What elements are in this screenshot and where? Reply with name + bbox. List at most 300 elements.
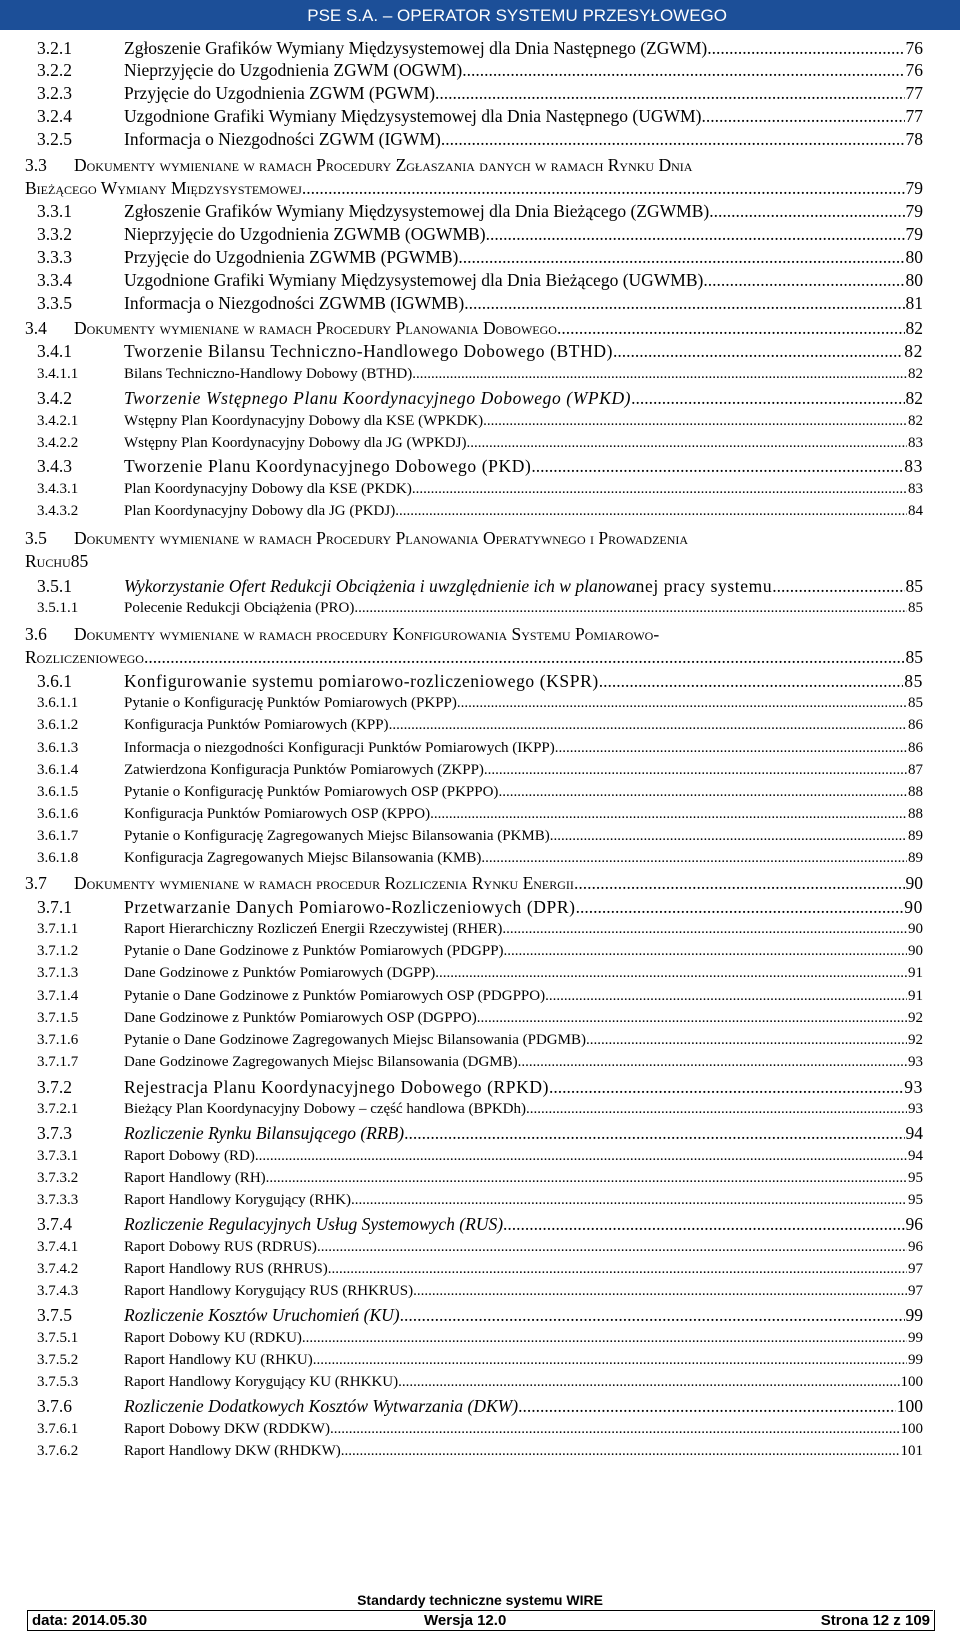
- toc-number: 3.7.1.6: [37, 1032, 79, 1048]
- toc-entry[interactable]: [37, 943, 923, 960]
- toc-entry[interactable]: [37, 1054, 923, 1071]
- toc-page: 79: [905, 224, 923, 244]
- toc-page: 94: [905, 1123, 923, 1143]
- toc-page: 85: [908, 695, 923, 711]
- toc-page: 81: [905, 293, 923, 313]
- toc-number: 3.3.2: [37, 224, 72, 244]
- toc-page: 100: [900, 1374, 923, 1390]
- toc-entry[interactable]: [37, 695, 923, 712]
- toc-title: Pytanie o Konfigurację Punktów Pomiarowych (PKPP): [124, 695, 457, 711]
- toc-page: 97: [908, 1261, 923, 1277]
- toc-leader: [502, 921, 907, 938]
- toc-page: 85: [70, 551, 89, 571]
- toc-leader: [395, 503, 907, 520]
- toc-page: 77: [905, 106, 923, 126]
- toc-entry[interactable]: [37, 1032, 923, 1049]
- toc-title: Pytanie o Dane Godzinowe Zagregowanych Miejsc Bilansowania (PDGMB): [124, 1032, 586, 1048]
- toc-number: 3.6.1.1: [37, 695, 79, 711]
- toc-number: 3.7.3.1: [37, 1148, 79, 1164]
- toc-title: Tworzenie Bilansu Techniczno-Handlowego Dobowego (BTHD): [124, 341, 613, 361]
- toc-number: 3.5.1: [37, 576, 72, 596]
- toc-entry[interactable]: [25, 873, 923, 894]
- toc-entry-line1[interactable]: [25, 528, 688, 549]
- header-title: PSE S.A. – OPERATOR SYSTEMU PRZESYŁOWEGO: [307, 6, 727, 25]
- toc-number: 3.6.1.8: [37, 850, 79, 866]
- toc-entry[interactable]: [37, 1396, 923, 1417]
- toc-title: Rejestracja Planu Koordynacyjnego Dobowego (RPKD): [124, 1077, 550, 1097]
- toc-entry[interactable]: [37, 247, 923, 268]
- toc-title: Uzgodnione Grafiki Wymiany Międzysystemowej dla Dnia Następnego (UGWM): [124, 106, 702, 126]
- toc-leader: [398, 1374, 899, 1391]
- toc-number: 3.6.1.2: [37, 717, 79, 733]
- toc-number: 3.6: [25, 624, 47, 644]
- toc-title: Konfiguracja Zagregowanych Miejsc Bilansowania (KMB): [124, 850, 482, 866]
- toc-leader: [557, 318, 905, 339]
- toc-number: 3.7.4.2: [37, 1261, 79, 1277]
- toc-entry[interactable]: [37, 1352, 923, 1369]
- toc-number: 3.5: [25, 528, 47, 548]
- toc-title: Raport Handlowy Korygujący RUS (RHKRUS): [124, 1283, 414, 1299]
- toc-leader: [613, 341, 903, 362]
- toc-leader: [435, 965, 907, 982]
- toc-leader: [481, 850, 907, 867]
- toc-number: 3.4.1.1: [37, 366, 79, 382]
- toc-title: Polecenie Redukcji Obciążenia (PRO): [124, 600, 355, 616]
- toc-leader: [441, 129, 905, 150]
- toc-entry[interactable]: [37, 481, 923, 498]
- toc-number: 3.3: [25, 155, 47, 175]
- toc-page: 79: [905, 178, 923, 198]
- toc-title: Bieżący Plan Koordynacyjny Dobowy – część handlowa (BPKDh): [124, 1101, 526, 1117]
- toc-page: 82: [905, 318, 923, 338]
- toc-title: Dokumenty wymieniane w ramach Procedury Planowania Operatywnego i Prowadzenia: [74, 528, 689, 548]
- toc-leader: [550, 828, 907, 845]
- toc-number: 3.7.5.3: [37, 1374, 79, 1390]
- toc-number: 3.7.5: [37, 1305, 72, 1325]
- toc-entry[interactable]: [37, 129, 923, 150]
- footer-version: Wersja 12.0: [424, 1612, 507, 1629]
- toc-title: Pytanie o Konfigurację Zagregowanych Miejsc Bilansowania (PKMB): [124, 828, 550, 844]
- toc-entry[interactable]: [37, 293, 923, 314]
- toc-number: 3.7.1.1: [37, 921, 79, 937]
- toc-title: Raport Dobowy RUS (RDRUS): [124, 1239, 317, 1255]
- toc-entry[interactable]: [37, 1170, 923, 1187]
- toc-title: Plan Koordynacyjny Dobowy dla KSE (PKDK): [124, 481, 412, 497]
- toc-leader: [412, 366, 907, 383]
- toc-title-continuation: nej pracy systemu: [635, 576, 773, 596]
- toc-page: 101: [900, 1443, 923, 1459]
- toc-leader: [302, 178, 905, 199]
- toc-number: 3.2.2: [37, 60, 72, 80]
- toc-title: Przyjęcie do Uzgodnienia ZGWM (PGWM): [124, 83, 436, 103]
- toc-number: 3.7.1: [37, 897, 72, 917]
- toc-leader: [574, 873, 905, 894]
- toc-entry[interactable]: [37, 1192, 923, 1209]
- toc-number: 3.7: [25, 873, 47, 893]
- toc-title: Dokumenty wymieniane w ramach Procedury Zgłaszania danych w ramach Rynku Dnia: [74, 155, 693, 175]
- toc-number: 3.7.6.1: [37, 1421, 79, 1437]
- toc-leader: [464, 293, 904, 314]
- toc-leader: [313, 1352, 907, 1369]
- toc-page: 85: [905, 647, 923, 667]
- toc-leader: [504, 943, 907, 960]
- toc-entry[interactable]: [37, 83, 923, 104]
- footer-title: Standardy techniczne systemu WIRE: [27, 1592, 933, 1611]
- toc-title: Informacja o niezgodności Konfiguracji Punktów Pomiarowych (IKPP): [124, 740, 555, 756]
- toc-entry[interactable]: [37, 671, 923, 692]
- toc-page: 83: [904, 456, 923, 476]
- toc-title: Informacja o Niezgodności ZGWM (IGWM): [124, 129, 441, 149]
- toc-page: 88: [908, 806, 923, 822]
- toc-page: 90: [904, 897, 923, 917]
- toc-entry[interactable]: [37, 341, 923, 362]
- toc-entry-line1[interactable]: [25, 624, 659, 645]
- toc-title: Uzgodnione Grafiki Wymiany Międzysystemowej dla Dnia Bieżącego (UGWMB): [124, 270, 704, 290]
- toc-entry[interactable]: [37, 600, 923, 617]
- toc-number: 3.2.3: [37, 83, 72, 103]
- toc-entry-line1[interactable]: [25, 155, 692, 176]
- toc-entry[interactable]: [37, 1148, 923, 1165]
- toc-page: 100: [900, 1421, 923, 1437]
- toc-entry[interactable]: [37, 717, 923, 734]
- toc-page: 80: [905, 247, 923, 267]
- toc-title: Bieżącego Wymiany Międzysystemowej: [25, 178, 302, 198]
- toc-title: Tworzenie Planu Koordynacyjnego Dobowego (PKD): [124, 456, 532, 476]
- toc-leader: [518, 1054, 907, 1071]
- toc-number: 3.7.6: [37, 1396, 72, 1416]
- toc-page: 96: [905, 1214, 923, 1234]
- toc-page: 90: [908, 943, 923, 959]
- toc-leader: [330, 1421, 900, 1438]
- toc-title: Plan Koordynacyjny Dobowy dla JG (PKDJ): [124, 503, 396, 519]
- toc-number: 3.2.5: [37, 129, 72, 149]
- toc-page: 85: [908, 600, 923, 616]
- toc-title: Dokumenty wymieniane w ramach procedur Rozliczenia Rynku Energii: [74, 873, 574, 893]
- toc-page: 99: [908, 1330, 923, 1346]
- toc-number: 3.7.2.1: [37, 1101, 79, 1117]
- toc-title: Nieprzyjęcie do Uzgodnienia ZGWMB (OGWMB): [124, 224, 486, 244]
- toc-number: 3.3.3: [37, 247, 72, 267]
- footer-row: [27, 1610, 935, 1631]
- toc-leader: [328, 1261, 907, 1278]
- toc-entry[interactable]: [25, 647, 923, 668]
- toc-entry[interactable]: [37, 224, 923, 245]
- toc-title: Raport Handlowy (RH): [124, 1170, 266, 1186]
- toc-number: 3.5.1.1: [37, 600, 79, 616]
- toc-leader: [555, 740, 907, 757]
- toc-leader: [518, 1396, 896, 1417]
- toc-page: 87: [908, 762, 923, 778]
- toc-number: 3.2.4: [37, 106, 72, 126]
- toc-leader: [351, 1192, 907, 1209]
- toc-leader: [772, 576, 904, 597]
- footer-page-number: Strona 12 z 109: [820, 1612, 930, 1629]
- toc-number: 3.2.1: [37, 38, 72, 58]
- toc-page: 90: [905, 873, 923, 893]
- toc-leader: [545, 988, 907, 1005]
- toc-leader: [599, 671, 904, 692]
- toc-leader: [341, 1443, 900, 1460]
- toc-entry[interactable]: [37, 1077, 923, 1098]
- toc-number: 3.7.3.2: [37, 1170, 79, 1186]
- toc-page: 95: [908, 1192, 923, 1208]
- toc-entry[interactable]: [37, 435, 923, 452]
- toc-title: Zatwierdzona Konfiguracja Punktów Pomiarowych (ZKPP): [124, 762, 484, 778]
- toc-page: 99: [905, 1305, 923, 1325]
- toc-entry[interactable]: [37, 1239, 923, 1256]
- toc-leader: [462, 60, 904, 81]
- toc-number: 3.4.2.1: [37, 413, 79, 429]
- toc-number: 3.7.2: [37, 1077, 72, 1097]
- toc-leader: [435, 83, 904, 104]
- toc-page: 85: [905, 576, 923, 596]
- toc-number: 3.4.2: [37, 388, 72, 408]
- toc-entry[interactable]: [37, 828, 923, 845]
- toc-entry[interactable]: [37, 1305, 923, 1326]
- toc-leader: [503, 1214, 904, 1235]
- toc-title: Nieprzyjęcie do Uzgodnienia ZGWM (OGWM): [124, 60, 463, 80]
- toc-page: 76: [905, 60, 923, 80]
- toc-leader: [255, 1148, 907, 1165]
- toc-title: Pytanie o Konfigurację Punktów Pomiarowych OSP (PKPPO): [124, 784, 499, 800]
- toc-title: Raport Handlowy RUS (RHRUS): [124, 1261, 328, 1277]
- toc-page: 83: [908, 481, 923, 497]
- toc-number: 3.7.5.1: [37, 1330, 79, 1346]
- toc-number: 3.6.1.6: [37, 806, 79, 822]
- toc-leader: [526, 1101, 907, 1118]
- toc-title: Rozliczenie Kosztów Uruchomień (KU): [124, 1305, 400, 1325]
- toc-entry[interactable]: [37, 1374, 923, 1391]
- toc-title: Raport Handlowy KU (RHKU): [124, 1352, 313, 1368]
- toc-title: Bilans Techniczno-Handlowy Dobowy (BTHD): [124, 366, 413, 382]
- toc-title: Dane Godzinowe Zagregowanych Miejsc Bilansowania (DGMB): [124, 1054, 518, 1070]
- toc-number: 3.7.1.7: [37, 1054, 79, 1070]
- toc-entry[interactable]: [37, 106, 923, 127]
- toc-leader: [457, 695, 907, 712]
- toc-leader: [707, 38, 904, 59]
- toc-page: 91: [908, 988, 923, 1004]
- toc-number: 3.6.1: [37, 671, 72, 691]
- toc-number: 3.7.1.2: [37, 943, 79, 959]
- toc-leader: [412, 481, 907, 498]
- toc-leader: [477, 1010, 907, 1027]
- toc-title: Rozliczeniowego: [25, 647, 144, 667]
- toc-title: Przetwarzanie Danych Pomiarowo-Rozliczeniowych (DPR): [124, 897, 576, 917]
- toc-entry[interactable]: [37, 1421, 923, 1438]
- toc-page: 82: [904, 341, 923, 361]
- toc-number: 3.3.4: [37, 270, 72, 290]
- toc-page: 76: [905, 38, 923, 58]
- toc-title: Raport Handlowy DKW (RHDKW): [124, 1443, 341, 1459]
- toc-number: 3.4.3: [37, 456, 72, 476]
- toc-title: Pytanie o Dane Godzinowe z Punktów Pomiarowych (PDGPP): [124, 943, 504, 959]
- toc-leader: [430, 806, 907, 823]
- toc-page: 82: [905, 388, 923, 408]
- toc-number: 3.7.6.2: [37, 1443, 79, 1459]
- toc-entry[interactable]: [37, 850, 923, 867]
- toc-number: 3.7.3: [37, 1123, 72, 1143]
- toc-entry[interactable]: [37, 60, 923, 81]
- toc-title: Wstępny Plan Koordynacyjny Dobowy dla JG (WPKDJ): [124, 435, 467, 451]
- toc-leader: [389, 717, 907, 734]
- toc-number: 3.7.4.1: [37, 1239, 79, 1255]
- toc-page: 86: [908, 717, 923, 733]
- toc-entry[interactable]: [37, 988, 923, 1005]
- toc-page: 99: [908, 1352, 923, 1368]
- toc-number: 3.7.4.3: [37, 1283, 79, 1299]
- toc-title: Tworzenie Wstępnego Planu Koordynacyjnego Dobowego (WPKD): [124, 388, 632, 408]
- toc-title: Raport Handlowy Korygujący (RHK): [124, 1192, 352, 1208]
- toc-number: 3.4.3.2: [37, 503, 79, 519]
- toc-leader: [266, 1170, 907, 1187]
- toc-title: Informacja o Niezgodności ZGWMB (IGWMB): [124, 293, 465, 313]
- toc-entry[interactable]: [37, 388, 923, 409]
- toc-entry[interactable]: [37, 38, 923, 59]
- document-header: [0, 0, 960, 30]
- toc-title: Dane Godzinowe z Punktów Pomiarowych (DGPP): [124, 965, 436, 981]
- toc-entry[interactable]: [37, 1283, 923, 1300]
- toc-title: Ruchu: [25, 551, 71, 571]
- toc-entry[interactable]: [37, 897, 923, 918]
- toc-leader: [466, 435, 907, 452]
- toc-title: Raport Handlowy Korygujący KU (RHKKU): [124, 1374, 399, 1390]
- toc-page: 89: [908, 828, 923, 844]
- toc-number: 3.6.1.5: [37, 784, 79, 800]
- toc-leader: [302, 1330, 907, 1347]
- toc-entry[interactable]: [37, 1214, 923, 1235]
- toc-number: 3.4.2.2: [37, 435, 79, 451]
- toc-leader: [400, 1305, 905, 1326]
- toc-entry[interactable]: [37, 270, 923, 291]
- toc-leader: [631, 388, 904, 409]
- toc-entry[interactable]: [37, 1010, 923, 1027]
- toc-title: Raport Dobowy (RD): [124, 1148, 255, 1164]
- toc-title: Rozliczenie Regulacyjnych Usług Systemowych (RUS): [124, 1214, 504, 1234]
- toc-page: 96: [908, 1239, 923, 1255]
- toc-entry[interactable]: [37, 576, 923, 597]
- toc-number: 3.4.1: [37, 341, 72, 361]
- toc-title: Konfiguracja Punktów Pomiarowych OSP (KPPO): [124, 806, 431, 822]
- toc-page: 85: [904, 671, 923, 691]
- toc-page: 92: [908, 1010, 923, 1026]
- toc-page: 79: [905, 201, 923, 221]
- toc-number: 3.7.1.3: [37, 965, 79, 981]
- toc-number: 3.7.5.2: [37, 1352, 79, 1368]
- toc-title: Dokumenty wymieniane w ramach procedury Konfigurowania Systemu Pomiarowo-: [74, 624, 660, 644]
- toc-number: 3.4.3.1: [37, 481, 79, 497]
- toc-title: Raport Dobowy DKW (RDDKW): [124, 1421, 330, 1437]
- toc-page: 95: [908, 1170, 923, 1186]
- toc-page: 93: [908, 1101, 923, 1117]
- toc-title: Dane Godzinowe z Punktów Pomiarowych OSP (DGPPO): [124, 1010, 477, 1026]
- toc-entry[interactable]: [37, 1101, 923, 1118]
- toc-page: 82: [908, 413, 923, 429]
- footer-date: data: 2014.05.30: [32, 1612, 148, 1629]
- toc-page: 84: [908, 503, 923, 519]
- toc-entry[interactable]: [37, 366, 923, 383]
- toc-leader: [486, 224, 905, 245]
- toc-number: 3.7.4: [37, 1214, 72, 1234]
- toc-number: 3.4: [25, 318, 47, 338]
- toc-leader: [458, 247, 904, 268]
- toc-title: Dokumenty wymieniane w ramach Procedury Planowania Dobowego: [74, 318, 557, 338]
- toc-entry[interactable]: [25, 318, 923, 339]
- toc-page: 80: [905, 270, 923, 290]
- toc-page: 89: [908, 850, 923, 866]
- toc-page: 97: [908, 1283, 923, 1299]
- toc-leader: [531, 456, 903, 477]
- toc-page: 88: [908, 784, 923, 800]
- toc-entry[interactable]: [25, 551, 88, 572]
- toc-entry[interactable]: [37, 413, 923, 430]
- toc-title: Rozliczenie Dodatkowych Kosztów Wytwarzania (DKW): [124, 1396, 519, 1416]
- toc-leader: [354, 600, 907, 617]
- toc-page: 93: [908, 1054, 923, 1070]
- toc-page: 100: [896, 1396, 923, 1416]
- toc-title: Konfigurowanie systemu pomiarowo-rozliczeniowego (KSPR): [124, 671, 599, 691]
- toc-leader: [404, 1123, 904, 1144]
- toc-entry[interactable]: [37, 921, 923, 938]
- toc-leader: [701, 106, 904, 127]
- toc-leader: [498, 784, 907, 801]
- toc-page: 94: [908, 1148, 923, 1164]
- toc-entry[interactable]: [37, 784, 923, 801]
- toc-entry[interactable]: [37, 965, 923, 982]
- toc-entry[interactable]: [37, 806, 923, 823]
- toc-number: 3.3.5: [37, 293, 72, 313]
- toc-title: Zgłoszenie Grafików Wymiany Międzysystemowej dla Dnia Następnego (ZGWM): [124, 38, 708, 58]
- toc-entry[interactable]: [37, 1330, 923, 1347]
- toc-leader: [317, 1239, 907, 1256]
- toc-leader: [549, 1077, 903, 1098]
- toc-number: 3.7.3.3: [37, 1192, 79, 1208]
- toc-entry[interactable]: [37, 503, 923, 520]
- toc-entry[interactable]: [25, 178, 923, 199]
- toc-page: 86: [908, 740, 923, 756]
- toc-title: Konfiguracja Punktów Pomiarowych (KPP): [124, 717, 389, 733]
- toc-entry[interactable]: [37, 1443, 923, 1460]
- toc-leader: [709, 201, 904, 222]
- toc-title: Wstępny Plan Koordynacyjny Dobowy dla KSE (WPKDK): [124, 413, 484, 429]
- toc-leader: [484, 762, 907, 779]
- toc-entry[interactable]: [37, 201, 923, 222]
- toc-number: 3.7.1.5: [37, 1010, 79, 1026]
- toc-title: Raport Dobowy KU (RDKU): [124, 1330, 302, 1346]
- toc-page: 91: [908, 965, 923, 981]
- toc-number: 3.6.1.7: [37, 828, 79, 844]
- toc-number: 3.3.1: [37, 201, 72, 221]
- toc-page: 92: [908, 1032, 923, 1048]
- toc-leader: [144, 647, 905, 668]
- toc-entry[interactable]: [37, 740, 923, 757]
- toc-page: 78: [905, 129, 923, 149]
- toc-title: Wykorzystanie Ofert Redukcji Obciążenia i uwzględnienie ich w planowa: [124, 576, 636, 596]
- toc-title: Raport Hierarchiczny Rozliczeń Energii Rzeczywistej (RHER): [124, 921, 503, 937]
- toc-number: 3.6.1.4: [37, 762, 79, 778]
- toc-page: 90: [908, 921, 923, 937]
- toc-leader: [703, 270, 904, 291]
- toc-entry[interactable]: [37, 456, 923, 477]
- toc-page: 83: [908, 435, 923, 451]
- toc-page: 93: [904, 1077, 923, 1097]
- toc-entry[interactable]: [37, 1123, 923, 1144]
- toc-leader: [576, 897, 904, 918]
- toc-entry[interactable]: [37, 762, 923, 779]
- toc-page: 82: [908, 366, 923, 382]
- toc-leader: [483, 413, 907, 430]
- toc-leader: [586, 1032, 907, 1049]
- toc-entry[interactable]: [37, 1261, 923, 1278]
